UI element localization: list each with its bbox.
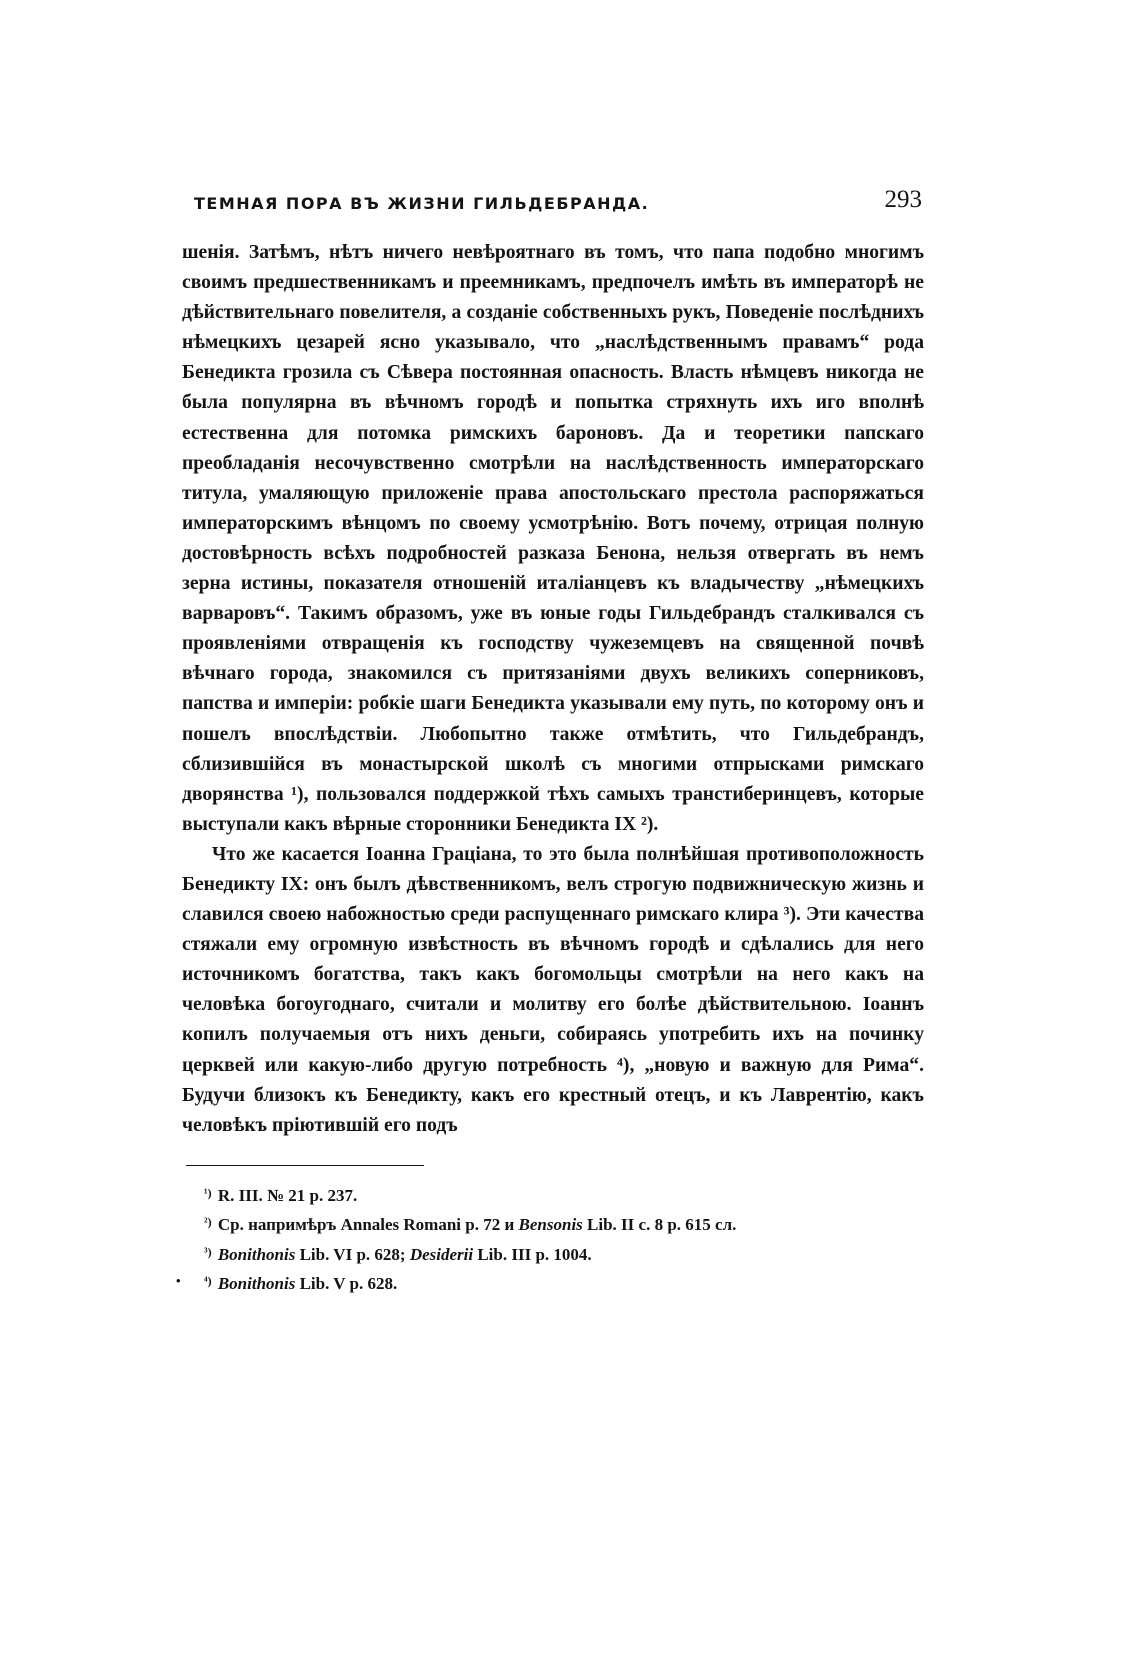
footnote-mark: ⁴) [204,1274,212,1289]
stray-bullet-mark: • [176,1273,181,1289]
footnotes [176,1180,924,1298]
footnote-1 [204,1180,924,1210]
running-head [182,186,924,226]
footnote-text: R. III. № 21 p. 237. [217,1185,358,1205]
footnote-italic-source: Bensonis [518,1215,583,1235]
running-title: ТЕМНАЯ ПОРА ВЪ ЖИЗНИ ГИЛЬДЕБРАНДА. [194,194,650,213]
footnote-text: Ср. напримѣръ Annales Romani p. 72 и [217,1215,519,1235]
footnote-text: Lib. III p. 1004. [473,1244,592,1264]
footnote-italic-source: Desiderii [409,1244,474,1264]
paragraph-1: шенія. Затѣмъ, нѣтъ ничего невѣроятнаго въ томъ, что папа подобно многимъ своимъ предшественникамъ и преемникамъ, предпочелъ имѣть въ императорѣ не дѣйствительнаго повелителя, а созданіе собственныхъ рукъ, Поведеніе послѣднихъ нѣмецкихъ цезарей ясно указывало, что „наслѣдственнымъ правамъ“ рода Бенедикта грозила съ Сѣвера постоянная опасность. Власть нѣмцевъ никогда не была популярна въ вѣчномъ городѣ и попытка стряхнуть ихъ иго вполнѣ естественна для потомка римскихъ бароновъ. Да и теоретики папскаго преобладанія несочувственно смотрѣли на наслѣдственность императорскаго титула, умаляющую приложеніе права апостольскаго престола распоряжаться императорскимъ вѣнцомъ по своему усмотрѣнію. Вотъ почему, отрицая полную достовѣрность всѣхъ подробностей разказа Бенона, нельзя отвергать въ немъ зерна истины, показателя отношеній италіанцевъ къ владычеству „нѣмецкихъ варваровъ“. Такимъ образомъ, уже въ юные годы Гильдебрандъ сталкивался съ проявленіями отвращенія къ господству чужеземцевъ на священной почвѣ вѣчнаго города, знакомился съ притязаніями двухъ великихъ соперниковъ, папства и имперіи: робкіе шаги Бенедикта указывали ему путь, по которому онъ и пошелъ впослѣдствіи. Любопытно также отмѣтить, что Гильдебрандъ, сблизившійся въ монастырской школѣ съ многими отпрысками римскаго дворянства ¹), пользовался поддержкой тѣхъ самыхъ транстиберинцевъ, которые выступали какъ вѣрные сторонники Бенедикта IX ²). [182,242,924,835]
footnote-mark: ³) [204,1244,212,1259]
footnote-text: Lib. II c. 8 p. 615 сл. [582,1215,737,1235]
page-number: 293 [884,186,922,213]
footnote-italic-source: Bonithonis [217,1244,296,1264]
book-page [176,186,924,1298]
footnote-italic-source: Bonithonis [217,1274,296,1294]
footnote-text: Lib. VI p. 628; [295,1244,410,1264]
footnote-text: Lib. V p. 628. [295,1274,398,1294]
footnote-3 [204,1239,924,1269]
footnote-2 [204,1209,924,1239]
footnote-4 [176,1268,924,1298]
footnote-separator [186,1165,424,1166]
body-text [182,238,924,1141]
footnote-mark: ¹) [204,1185,212,1200]
footnote-mark: ²) [204,1215,212,1230]
paragraph-2: Что же касается Іоанна Граціана, то это была полнѣйшая противоположность Бенедикту IX: онъ былъ дѣвственникомъ, велъ строгую подвижническую жизнь и славился своею набожностью среди распущеннаго римскаго клира ³). Эти качества стяжали ему огромную извѣстность въ вѣчномъ городѣ и сдѣлались для него источникомъ богатства, такъ какъ богомольцы смотрѣли на него какъ на человѣка богоугоднаго, считали и молитву его болѣе дѣйствительною. Іоаннъ копилъ получаемыя отъ нихъ деньги, собираясь употребить ихъ на починку церквей или какую-либо другую потребность ⁴), „новую и важную для Рима“. Будучи близокъ къ Бенедикту, какъ его крестный отецъ, и къ Лаврентію, какъ человѣкъ пріютившій его подъ [182,843,924,1136]
